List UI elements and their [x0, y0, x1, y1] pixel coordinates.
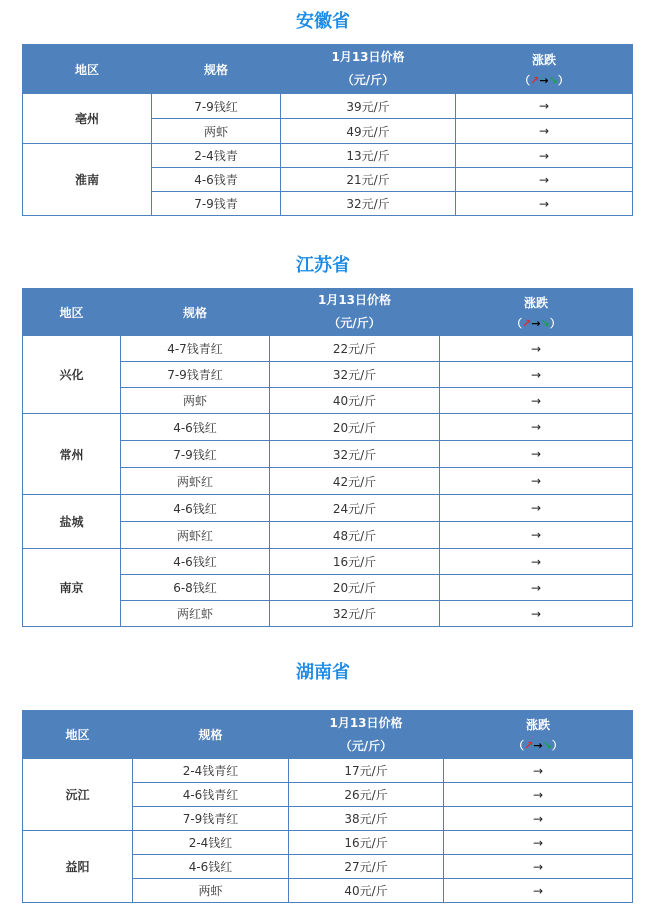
header-price-date: 1月13日价格: [317, 293, 392, 307]
trend-flat-icon: →: [456, 119, 633, 144]
spec-cell: 4-6钱青红: [133, 783, 289, 807]
arrow-right-icon: →: [531, 316, 541, 330]
spec-cell: 2-4钱青红: [133, 759, 289, 783]
header-trend-label: 涨跌: [525, 718, 550, 732]
trend-flat-icon: →: [456, 168, 633, 192]
price-cell: 42元/斤: [270, 468, 440, 495]
price-cell: 32元/斤: [281, 192, 456, 216]
arrow-up-icon: ↗: [524, 739, 534, 752]
spec-cell: 2-4钱红: [133, 831, 289, 855]
header-trend: [440, 289, 633, 336]
spec-cell: 4-6钱红: [121, 549, 270, 575]
arrow-down-icon: ↘: [540, 316, 550, 330]
spec-cell: 两虾: [133, 879, 289, 903]
trend-flat-icon: →: [440, 575, 633, 601]
price-cell: 40元/斤: [270, 388, 440, 414]
spec-cell: 两红虾: [121, 601, 270, 627]
header-price: [281, 45, 456, 94]
arrow-down-icon: ↘: [548, 73, 558, 87]
table-row: [23, 144, 633, 168]
trend-flat-icon: →: [444, 807, 633, 831]
spec-cell: 4-6钱红: [121, 495, 270, 522]
price-cell: 13元/斤: [281, 144, 456, 168]
trend-flat-icon: →: [456, 144, 633, 168]
header-price-date: 1月13日价格: [331, 50, 405, 64]
price-cell: 32元/斤: [270, 601, 440, 627]
trend-flat-icon: →: [444, 759, 633, 783]
legend-close: ）: [557, 73, 569, 87]
legend-close: ）: [549, 316, 561, 330]
table-row: [23, 495, 633, 522]
trend-flat-icon: →: [440, 336, 633, 362]
table-row: [23, 759, 633, 783]
trend-flat-icon: →: [440, 362, 633, 388]
trend-legend: [456, 72, 632, 90]
province-title-anhui: 安徽省: [296, 11, 350, 32]
header-price: [270, 289, 440, 336]
price-cell: 24元/斤: [270, 495, 440, 522]
table-row: [23, 549, 633, 575]
trend-flat-icon: →: [444, 879, 633, 903]
trend-flat-icon: →: [440, 468, 633, 495]
trend-flat-icon: →: [440, 495, 633, 522]
header-spec: 规格: [152, 45, 281, 94]
trend-legend: [440, 315, 632, 333]
arrow-down-icon: ↘: [542, 739, 552, 752]
legend-close: ）: [551, 739, 563, 752]
trend-flat-icon: →: [456, 192, 633, 216]
arrow-up-icon: ↗: [530, 73, 540, 87]
trend-flat-icon: →: [440, 522, 633, 549]
legend-open: （: [511, 316, 523, 330]
price-cell: 21元/斤: [281, 168, 456, 192]
spec-cell: 两虾: [152, 119, 281, 144]
header-price: [289, 711, 444, 759]
price-cell: 16元/斤: [270, 549, 440, 575]
spec-cell: 两虾红: [121, 522, 270, 549]
trend-flat-icon: →: [444, 831, 633, 855]
spec-cell: 4-6钱红: [121, 414, 270, 441]
header-price-unit: （元/斤）: [339, 738, 393, 753]
spec-cell: 7-9钱红: [152, 94, 281, 119]
arrow-right-icon: →: [533, 739, 543, 752]
table-header-row: [23, 45, 633, 94]
price-table-anhui: [22, 44, 633, 216]
header-region: 地区: [23, 289, 121, 336]
spec-cell: 两虾: [121, 388, 270, 414]
price-cell: 20元/斤: [270, 575, 440, 601]
spec-cell: 7-9钱青: [152, 192, 281, 216]
trend-flat-icon: →: [440, 441, 633, 468]
price-cell: 48元/斤: [270, 522, 440, 549]
header-spec: 规格: [121, 289, 270, 336]
spec-cell: 7-9钱青红: [133, 807, 289, 831]
header-trend: [456, 45, 633, 94]
table-header-row: [23, 289, 633, 336]
region-cell: 兴化: [23, 336, 121, 414]
spec-cell: 6-8钱红: [121, 575, 270, 601]
trend-flat-icon: →: [456, 94, 633, 119]
table-header-row: [23, 711, 633, 759]
price-table-jiangsu: [22, 288, 633, 627]
price-cell: 39元/斤: [281, 94, 456, 119]
region-cell: 益阳: [23, 831, 133, 903]
region-cell: 常州: [23, 414, 121, 495]
header-trend-label: 涨跌: [531, 52, 556, 67]
region-cell: 淮南: [23, 144, 152, 216]
trend-flat-icon: →: [440, 414, 633, 441]
table-row: [23, 414, 633, 441]
spec-cell: 4-6钱青: [152, 168, 281, 192]
arrow-up-icon: ↗: [522, 316, 532, 330]
header-trend: [444, 711, 633, 759]
trend-flat-icon: →: [440, 549, 633, 575]
header-region: 地区: [23, 711, 133, 759]
price-cell: 20元/斤: [270, 414, 440, 441]
arrow-right-icon: →: [539, 73, 549, 87]
table-row: [23, 94, 633, 119]
price-cell: 32元/斤: [270, 441, 440, 468]
spec-cell: 4-6钱红: [133, 855, 289, 879]
region-cell: 盐城: [23, 495, 121, 549]
legend-open: （: [513, 739, 525, 752]
price-cell: 16元/斤: [289, 831, 444, 855]
trend-flat-icon: →: [440, 601, 633, 627]
trend-flat-icon: →: [444, 783, 633, 807]
table-row: [23, 831, 633, 855]
trend-flat-icon: →: [440, 388, 633, 414]
header-trend-label: 涨跌: [523, 295, 548, 310]
trend-legend: [444, 737, 632, 755]
price-cell: 27元/斤: [289, 855, 444, 879]
region-cell: 亳州: [23, 94, 152, 144]
price-cell: 17元/斤: [289, 759, 444, 783]
price-cell: 49元/斤: [281, 119, 456, 144]
spec-cell: 4-7钱青红: [121, 336, 270, 362]
region-cell: 沅江: [23, 759, 133, 831]
header-spec: 规格: [133, 711, 289, 759]
region-cell: 南京: [23, 549, 121, 627]
trend-flat-icon: →: [444, 855, 633, 879]
spec-cell: 7-9钱红: [121, 441, 270, 468]
header-region: 地区: [23, 45, 152, 94]
header-price-unit: （元/斤）: [341, 73, 395, 87]
legend-open: （: [519, 73, 531, 87]
price-cell: 38元/斤: [289, 807, 444, 831]
price-cell: 32元/斤: [270, 362, 440, 388]
price-cell: 26元/斤: [289, 783, 444, 807]
province-title-jiangsu: 江苏省: [296, 255, 350, 276]
table-row: [23, 336, 633, 362]
price-cell: 40元/斤: [289, 879, 444, 903]
price-cell: 22元/斤: [270, 336, 440, 362]
price-table-hunan: [22, 710, 633, 903]
province-title-hunan: 湖南省: [296, 662, 350, 683]
header-price-unit: （元/斤）: [328, 316, 381, 330]
spec-cell: 2-4钱青: [152, 144, 281, 168]
header-price-date: 1月13日价格: [329, 715, 403, 730]
spec-cell: 两虾红: [121, 468, 270, 495]
spec-cell: 7-9钱青红: [121, 362, 270, 388]
